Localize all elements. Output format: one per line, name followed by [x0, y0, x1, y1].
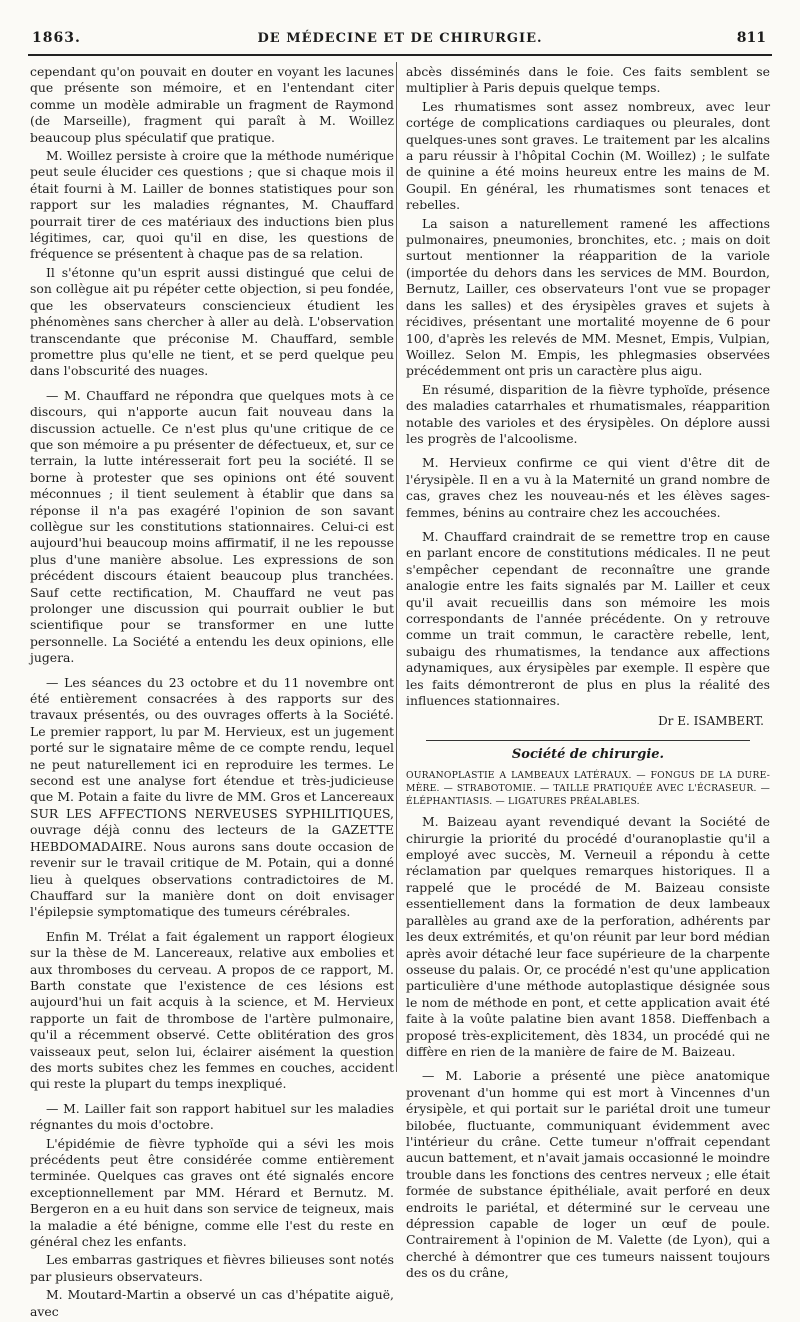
paragraph: — M. Lailler fait son rapport habituel sur les maladies régnantes du mois d'octobre.	[30, 1100, 394, 1133]
page-number: 811	[736, 30, 766, 46]
paragraph: Il s'étonne qu'un esprit aussi distingué que celui de son collègue ait pu répéter cette objection, si peu fondée, que les observateurs consciencieux étudient les phénomènes sans chercher à aller au delà. L'observation transcendante que préconise M. Chauffard, semble promettre plus qu'elle ne tient, et se perd quelque peu dans l'obscurité des nuages.	[30, 264, 394, 379]
paragraph: La saison a naturellement ramené les affections pulmonaires, pneumonies, bronchites, etc. ; mais on doit surtout mentionner la réapparition de la variole (importée du dehors dans les services de MM. Bourdon, Bernutz, Lailler, ces observateurs l'ont vue se propager dans les salles) et des érysipèles graves et sujets à récidives, présentant une mortalité moyenne de 6 pour 100, d'après les relevés de MM. Mesnet, Empis, Vulpian, Woillez. Selon M. Empis, les phlegmasies observées précédemment ont pris un caractère plus aigu.	[406, 215, 770, 379]
paragraph: Les rhumatismes sont assez nombreux, avec leur cortége de complications cardiaques ou pleurales, dont quelques-unes sont graves. Le traitement par les alcalins a paru réussir à l'hôpital Cochin (M. Woillez) ; le sulfate de quinine a été moins heureux entre les mains de M. Goupil. En général, les rhumatismes sont tenaces et rebelles.	[406, 98, 770, 213]
section-rule	[426, 740, 750, 741]
paragraph: M. Woillez persiste à croire que la méthode numérique peut seule élucider ces questions ; que si chaque mois il était fourni à M. Lailler de bonnes statistiques pour son rapport sur les maladies régnantes, M. Chauffard pourrait tirer de ces matériaux des inductions bien plus légitimes, car, quoi qu'il en dise, les questions de fréquence se présentent à chaque pas de sa relation.	[30, 148, 394, 262]
right-column	[406, 64, 770, 1284]
paragraph: Enfin M. Trélat a fait également un rapport élogieux sur la thèse de M. Lancereaux, relative aux embolies et aux thromboses du cerveau. A propos de ce rapport, M. Barth constate que l'existence de ces lésions est aujourd'hui un fait acquis à la science, et M. Hervieux rapporte un fait de thrombose de l'artère pulmonaire, qu'il a récemment observé. Cette oblitération des gros vaisseaux peut, selon lui, éclairer aisément la question des morts subites chez les femmes en couches, accident qui reste la plupart du temps inexpliqué.	[30, 928, 394, 1092]
left-column	[30, 64, 394, 1322]
paragraph: En résumé, disparition de la fièvre typhoïde, présence des maladies catarrhales et rhumatismales, réapparition notable des varioles et des érysipèles. On déplore aussi les progrès de l'alcoolisme.	[406, 381, 770, 446]
paragraph: — M. Chauffard ne répondra que quelques mots à ce discours, qui n'apporte aucun fait nouveau dans la discussion actuelle. Ce n'est plus qu'une critique de ce que son mémoire a pu présenter de défectueux, et, sur ce terrain, la lutte intéresserait fort peu la société. Il se borne à protester que ses opinions ont été souvent méconnues ; il tient seulement à établir que dans sa réponse il n'a pas exagéré l'opinion de son savant collègue sur les constitutions stationnaires. Celui-ci est aujourd'hui beaucoup moins affirmatif, il ne les repousse plus d'une manière absolue. Les expressions de son précédent discours étaient beaucoup plus tranchées. Sauf cette rectification, M. Chauffard ne veut pas prolonger une discussion qui pourrait oublier le but scientifique pour se transformer en une lutte personnelle. La Société a entendu les deux opinions, elle jugera.	[30, 387, 394, 666]
header-year: 1863.	[32, 30, 81, 46]
paragraph: L'épidémie de fièvre typhoïde qui a sévi les mois précédents peut être considérée comme entièrement terminée. Quelques cas graves ont été signalés encore exceptionnellement par MM. Hérard et Bernutz. M. Bergeron en a eu huit dans son service de teigneux, mais la maladie a été bénigne, comme elle l'est du reste en général chez les enfants.	[30, 1135, 394, 1250]
paragraph: — Les séances du 23 octobre et du 11 novembre ont été entièrement consacrées à des rapports sur des travaux présentés, ou des ouvrages offerts à la Société. Le premier rapport, lu par M. Hervieux, est un jugement porté sur le signataire même de ce compte rendu, lequel ne peut naturellement ici en reproduire les termes. Le second est une analyse fort étendue et très-judicieuse que M. Potain a faite du livre de MM. Gros et Lancereaux SUR LES AFFECTIONS NERVEUSES SYPHILITIQUES, ouvrage déjà connu des lecteurs de la GAZETTE HEBDOMADAIRE. Nous aurons sans doute occasion de revenir sur le travail critique de M. Potain, qui a donné lieu à quelques observations contradictoires de M. Chauffard sur la manière dont on doit envisager l'épilepsie symptomatique des tumeurs cérébrales.	[30, 674, 394, 920]
paragraph: abcès disséminés dans le foie. Ces faits semblent se multiplier à Paris depuis quelque temps.	[406, 64, 770, 96]
paragraph: M. Moutard-Martin a observé un cas d'hépatite aiguë, avec	[30, 1287, 394, 1319]
paragraph: M. Chauffard craindrait de se remettre trop en cause en parlant encore de constitutions médicales. Il ne peut s'empêcher cependant de reconnaître une grande analogie entre les faits signalés par M. Lailler et ceux qu'il avait recueillis dans son mémoire les mois correspondants de l'année précédente. On y retrouve comme un trait commun, le caractère rebelle, lent, subaigu des rhumatismes, la tendance aux affections adynamiques, aux érysipèles par exemple. Il espère que les faits démontreront de plus en plus la réalité des influences stationnaires.	[406, 528, 770, 709]
paragraph: cependant qu'on pouvait en douter en voyant les lacunes que présente son mémoire, et en l'entendant citer comme un modèle admirable un fragment de Raymond (de Marseille), fragment qui paraît à M. Woillez beaucoup plus spéculatif que pratique.	[30, 64, 394, 145]
column-divider	[396, 62, 397, 1072]
page-header	[28, 28, 772, 56]
header-title: DE MÉDECINE ET DE CHIRURGIE.	[257, 31, 543, 46]
signature: Dr E. ISAMBERT.	[658, 714, 764, 729]
paragraph: — M. Laborie a présenté une pièce anatomique provenant d'un homme qui est mort à Vincennes d'un érysipèle, et qui portait sur le pariétal droit une tumeur bilobée, fluctuante, communiquant évidemment avec l'intérieur du crâne. Cette tumeur n'offrait cependant aucun battement, et n'avait jamais occasionné le moindre trouble dans les fonctions des centres nerveux ; elle était formée de substance épithéliale, avait perforé en deux endroits le pariétal, et déterminé sur le cerveau une dépression capable de loger un œuf de poule. Contrairement à l'opinion de M. Valette (de Lyon), qui a cherché à démontrer que ces tumeurs naissent toujours des os du crâne,	[406, 1068, 770, 1281]
section-subheading: OURANOPLASTIE A LAMBEAUX LATÉRAUX. — FONGUS DE LA DURE-MÈRE. — STRABOTOMIE. — TAILLE PRATIQUÉE AVEC L'ÉCRASEUR. — ÉLÉPHANTIASIS. — LIGATURES PRÉALABLES.	[406, 770, 770, 808]
paragraph: Les embarras gastriques et fièvres bilieuses sont notés par plusieurs observateurs.	[30, 1252, 394, 1284]
paragraph: M. Hervieux confirme ce qui vient d'être dit de l'érysipèle. Il en a vu à la Maternité un grand nombre de cas, graves chez les nouveau-nés et les élèves sages-femmes, bénins au contraire chez les accouchées.	[406, 455, 770, 520]
section-title: Société de chirurgie.	[511, 746, 665, 762]
paragraph: M. Baizeau ayant revendiqué devant la Société de chirurgie la priorité du procédé d'ouranoplastie qu'il a employé avec succès, M. Verneuil a répondu à cette réclamation par quelques remarques historiques. Il a rappelé que le procédé de M. Baizeau consiste essentiellement dans la formation de deux lambeaux parallèles au grand axe de la perforation, adhérents par les deux extrémités, et qu'on réunit par leur bord médian après avoir détaché leur face supérieure de la charpente osseuse du palais. Or, ce procédé n'est qu'une application particulière d'une méthode autoplastique désignée sous le nom de méthode en pont, et cette application avait été faite à la voûte palatine bien avant 1858. Dieffenbach a proposé très-explicitement, dès 1834, un procédé qui ne diffère en rien de la manière de faire de M. Baizeau.	[406, 814, 770, 1059]
